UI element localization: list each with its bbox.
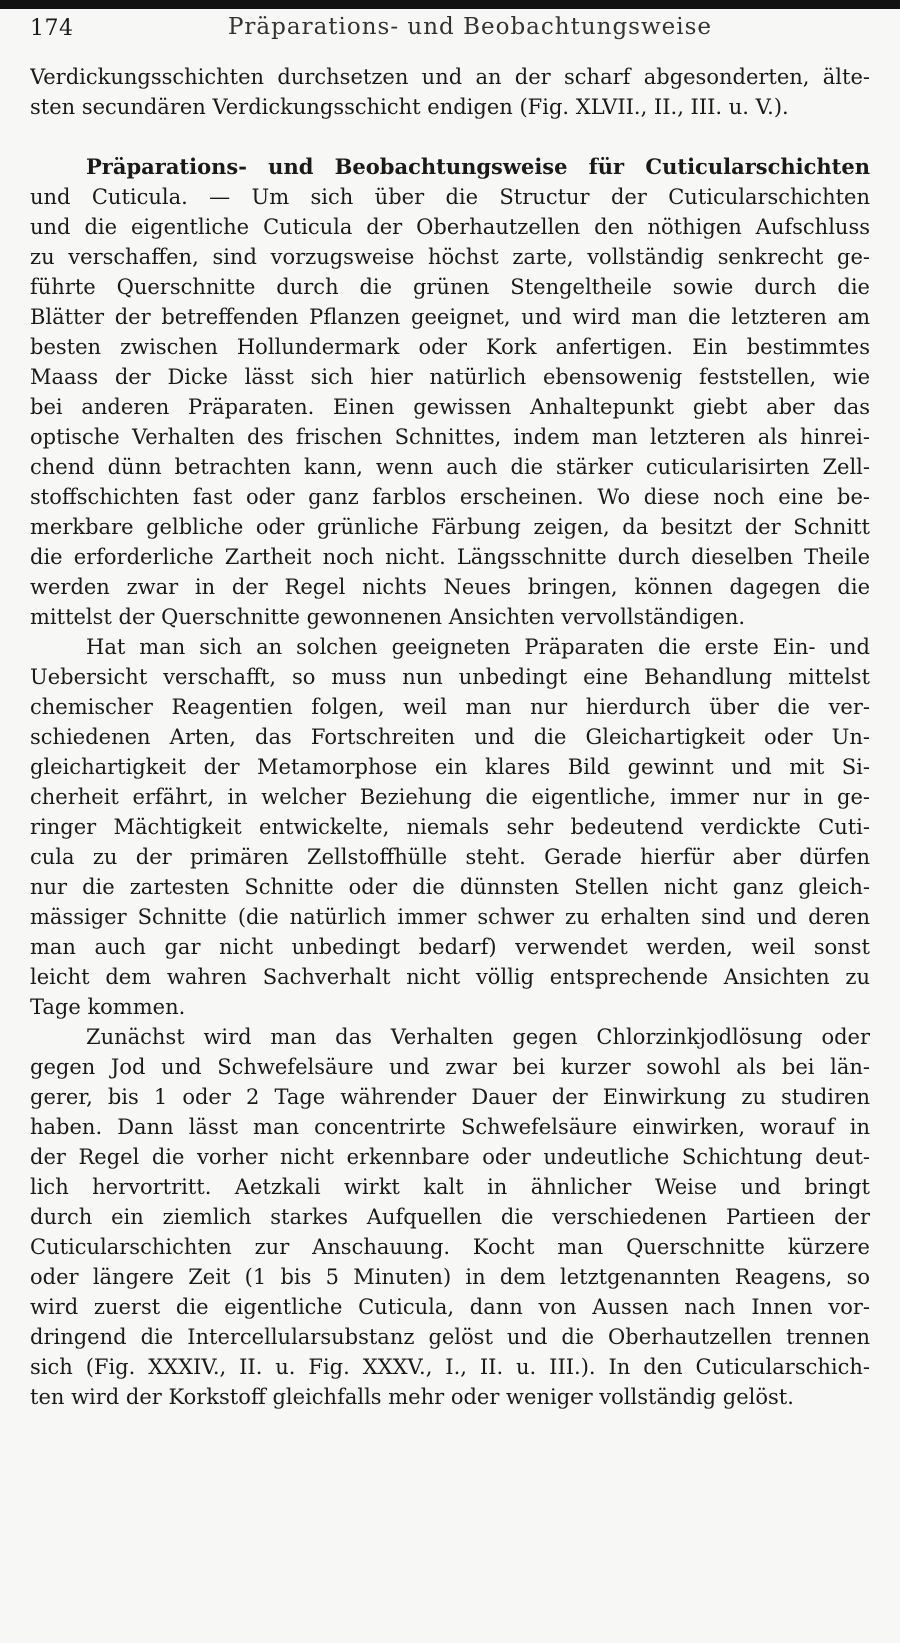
text-line: gegen Jod und Schwefelsäure und zwar bei kurzer sowohl als bei län- [30, 1055, 870, 1079]
text-line: schiedenen Arten, das Fortschreiten und die Gleichartigkeit oder Un- [30, 725, 870, 749]
text-line: mittelst der Querschnitte gewonnenen Ansichten vervollständigen. [30, 605, 746, 629]
text-line: Uebersicht verschafft, so muss nun unbedingt eine Behandlung mittelst [30, 665, 870, 689]
text-line: optische Verhalten des frischen Schnittes, indem man letzteren als hinrei- [30, 425, 870, 449]
text-line: besten zwischen Hollundermark oder Kork anfertigen. Ein bestimmtes [30, 335, 870, 359]
text-line: Cuticularschichten zur Anschauung. Kocht man Querschnitte kürzere [30, 1235, 870, 1259]
text-line: Maass der Dicke lässt sich hier natürlich ebensowenig feststellen, wie [30, 365, 870, 389]
text-line: Hat man sich an solchen geeigneten Präparaten die erste Ein- und [86, 635, 870, 659]
text-line: lich hervortritt. Aetzkali wirkt kalt in ähnlicher Weise und bringt [30, 1175, 870, 1199]
text-line: stoffschichten fast oder ganz farblos erscheinen. Wo diese noch eine be- [30, 485, 870, 509]
text-line: man auch gar nicht unbedingt bedarf) verwendet werden, weil sonst [30, 935, 870, 959]
text-line: haben. Dann lässt man concentrirte Schwefelsäure einwirken, worauf in [30, 1115, 870, 1139]
text-line: Tage kommen. [30, 995, 186, 1019]
text-line: durch ein ziemlich starkes Aufquellen die verschiedenen Partieen der [30, 1205, 870, 1229]
section-heading-line: Präparations- und Beobachtungsweise für Cuticularschichten [86, 154, 870, 179]
text-line: der Regel die vorher nicht erkennbare oder undeutliche Schichtung deut- [30, 1145, 870, 1169]
text-line: und Cuticula. — Um sich über die Structur der Cuticularschichten [30, 185, 870, 209]
text-line: Zunächst wird man das Verhalten gegen Chlorzinkjodlösung oder [86, 1025, 870, 1049]
text-line: zu verschaffen, sind vorzugsweise höchst zarte, vollständig senkrecht ge- [30, 245, 870, 269]
text-line: gerer, bis 1 oder 2 Tage währender Dauer der Einwirkung zu studiren [30, 1085, 870, 1109]
text-line: nur die zartesten Schnitte oder die dünnsten Stellen nicht ganz gleich- [30, 875, 870, 899]
body-text [30, 62, 870, 1412]
text-line: cherheit erfährt, in welcher Beziehung die eigentliche, immer nur in ge- [30, 785, 870, 809]
text-line: dringend die Intercellularsubstanz gelöst und die Oberhautzellen trennen [30, 1325, 870, 1349]
text-line: Blätter der betreffenden Pflanzen geeignet, und wird man die letzteren am [30, 305, 870, 329]
text-line: gleichartigkeit der Metamorphose ein klares Bild gewinnt und mit Si- [30, 755, 870, 779]
text-line: und die eigentliche Cuticula der Oberhautzellen den nöthigen Aufschluss [30, 215, 870, 239]
text-line: cula zu der primären Zellstoffhülle steht. Gerade hierfür aber dürfen [30, 845, 870, 869]
running-title: Präparations- und Beobachtungsweise [227, 14, 713, 40]
text-line: chend dünn betrachten kann, wenn auch die stärker cuticularisirten Zell- [30, 455, 870, 479]
text-line: bei anderen Präparaten. Einen gewissen Anhaltepunkt giebt aber das [30, 395, 870, 419]
text-line: chemischer Reagentien folgen, weil man nur hierdurch über die ver- [30, 695, 870, 719]
page-number: 174 [30, 16, 74, 41]
text-line: Verdickungsschichten durchsetzen und an der scharf abgesonderten, älte- [30, 65, 870, 89]
text-line: ringer Mächtigkeit entwickelte, niemals sehr bedeutend verdickte Cuti- [30, 815, 870, 839]
text-line: leicht dem wahren Sachverhalt nicht völlig entsprechende Ansichten zu [30, 965, 870, 989]
text-line: ten wird der Korkstoff gleichfalls mehr oder weniger vollständig gelöst. [30, 1385, 794, 1409]
text-line: sich (Fig. XXXIV., II. u. Fig. XXXV., I., II. u. III.). In den Cuticularschich- [30, 1355, 870, 1379]
text-line: mässiger Schnitte (die natürlich immer schwer zu erhalten sind und deren [30, 905, 870, 929]
top-edge-rule [0, 0, 900, 9]
text-line: sten secundären Verdickungsschicht endigen (Fig. XLVII., II., III. u. V.). [30, 95, 789, 119]
text-line: führte Querschnitte durch die grünen Stengeltheile sowie durch die [30, 275, 870, 299]
text-line: werden zwar in der Regel nichts Neues bringen, können dagegen die [30, 575, 870, 599]
text-line: die erforderliche Zartheit noch nicht. Längsschnitte durch dieselben Theile [30, 545, 870, 569]
page-header [30, 12, 870, 44]
text-line: merkbare gelbliche oder grünliche Färbung zeigen, da besitzt der Schnitt [30, 515, 870, 539]
text-line: wird zuerst die eigentliche Cuticula, dann von Aussen nach Innen vor- [30, 1295, 870, 1319]
text-line: oder längere Zeit (1 bis 5 Minuten) in dem letztgenannten Reagens, so [30, 1265, 870, 1289]
paragraph-gap [30, 122, 870, 152]
